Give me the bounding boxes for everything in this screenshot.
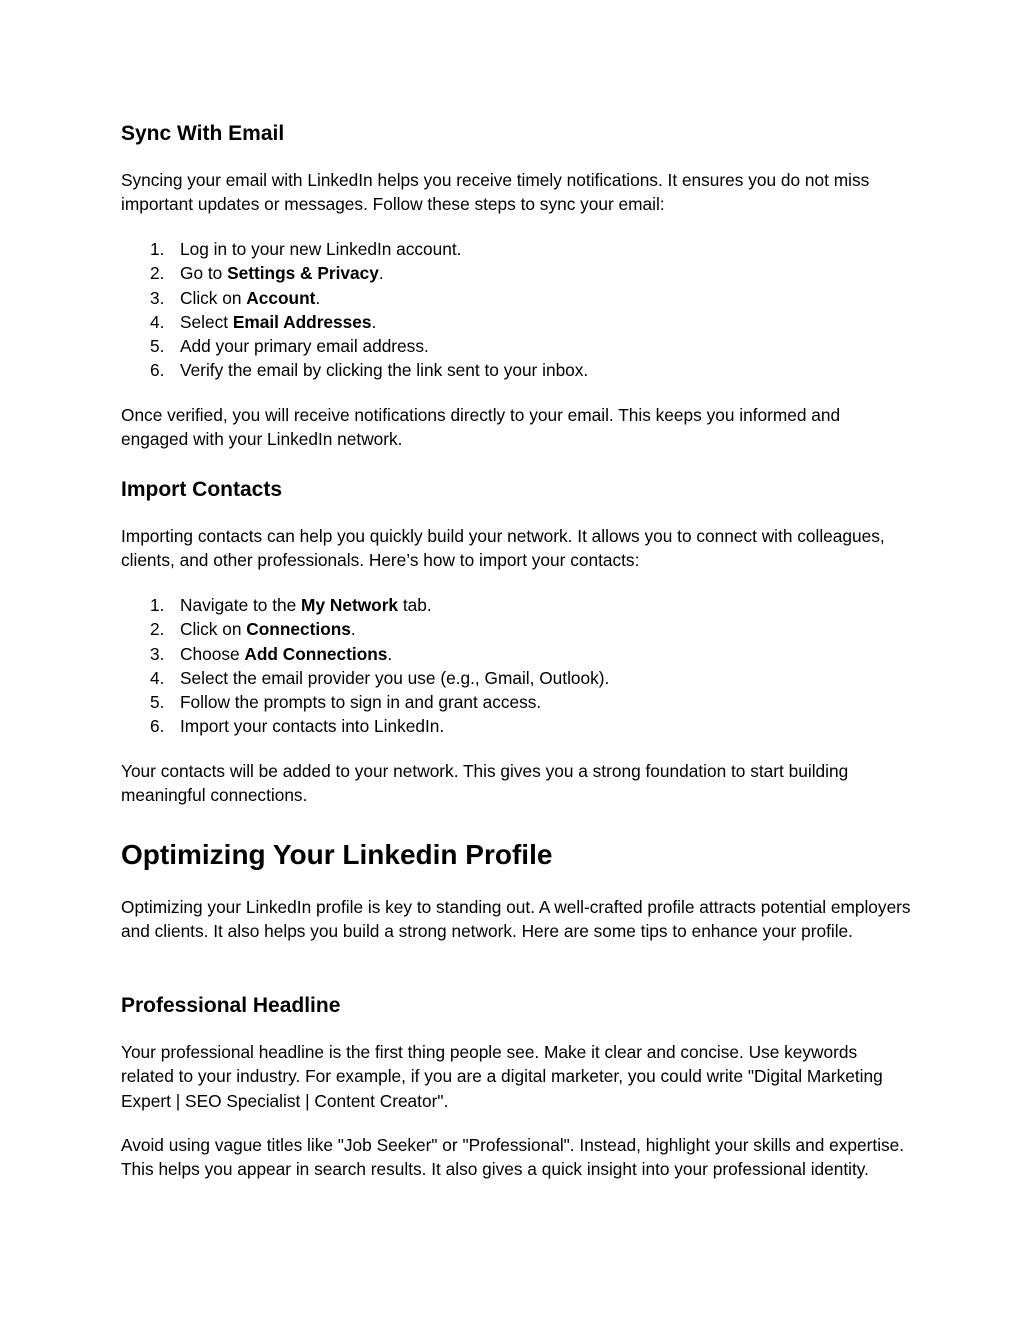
list-item: 1. Navigate to the My Network tab.	[150, 595, 432, 615]
list-item: 1. Log in to your new LinkedIn account.	[150, 239, 462, 259]
list-item: 2. Go to Settings & Privacy.	[150, 263, 384, 284]
sync-email-intro: Syncing your email with LinkedIn helps you receive timely notifications. It ensures you do not miss important updates or messages. Follow these steps to sync your email:	[121, 170, 870, 215]
list-item: 5. Add your primary email address.	[150, 336, 429, 357]
import-contacts-intro: Importing contacts can help you quickly build your network. It allows you to connect with colleagues, clients, and other professionals. Here’s how to import your contacts:	[121, 526, 885, 571]
list-item: 3. Click on Account.	[150, 287, 321, 308]
list-item: 6. Import your contacts into LinkedIn.	[150, 716, 445, 737]
section-heading-professional-headline: Professional Headline	[121, 994, 341, 1017]
list-item: 4. Select Email Addresses.	[150, 311, 377, 332]
import-contacts-steps	[121, 593, 609, 739]
sync-email-steps	[121, 237, 588, 383]
headline-paragraph-2: Avoid using vague titles like "Job Seeker" or "Professional". Instead, highlight your skills and expertise. This helps you appear in search results. It also gives a quick insight into your professional identity.	[121, 1135, 905, 1180]
list-item: 3. Choose Add Connections.	[150, 643, 393, 664]
list-item: 4. Select the email provider you use (e.g., Gmail, Outlook).	[150, 667, 610, 688]
list-item: 2. Click on Connections.	[150, 619, 356, 640]
section-heading-sync-email: Sync With Email	[121, 122, 285, 145]
import-contacts-outro: Your contacts will be added to your network. This gives you a strong foundation to start building meaningful connections.	[121, 761, 849, 806]
sync-email-outro: Once verified, you will receive notifications directly to your email. This keeps you informed and engaged with your LinkedIn network.	[121, 405, 841, 450]
headline-paragraph-1: Your professional headline is the first thing people see. Make it clear and concise. Use keywords related to your industry. For example, if you are a digital marketer, you could write "Digital Marketing Expert | SEO Specialist | Content Creator".	[121, 1042, 883, 1111]
chapter-heading-optimizing-profile: Optimizing Your Linkedin Profile	[121, 839, 553, 870]
list-item: 5. Follow the prompts to sign in and grant access.	[150, 692, 542, 713]
optimizing-intro: Optimizing your LinkedIn profile is key to standing out. A well-crafted profile attracts potential employers and clients. It also helps you build a strong network. Here are some tips to enhance your profile.	[121, 897, 911, 942]
section-heading-import-contacts: Import Contacts	[121, 478, 283, 501]
list-item: 6. Verify the email by clicking the link sent to your inbox.	[150, 360, 589, 381]
